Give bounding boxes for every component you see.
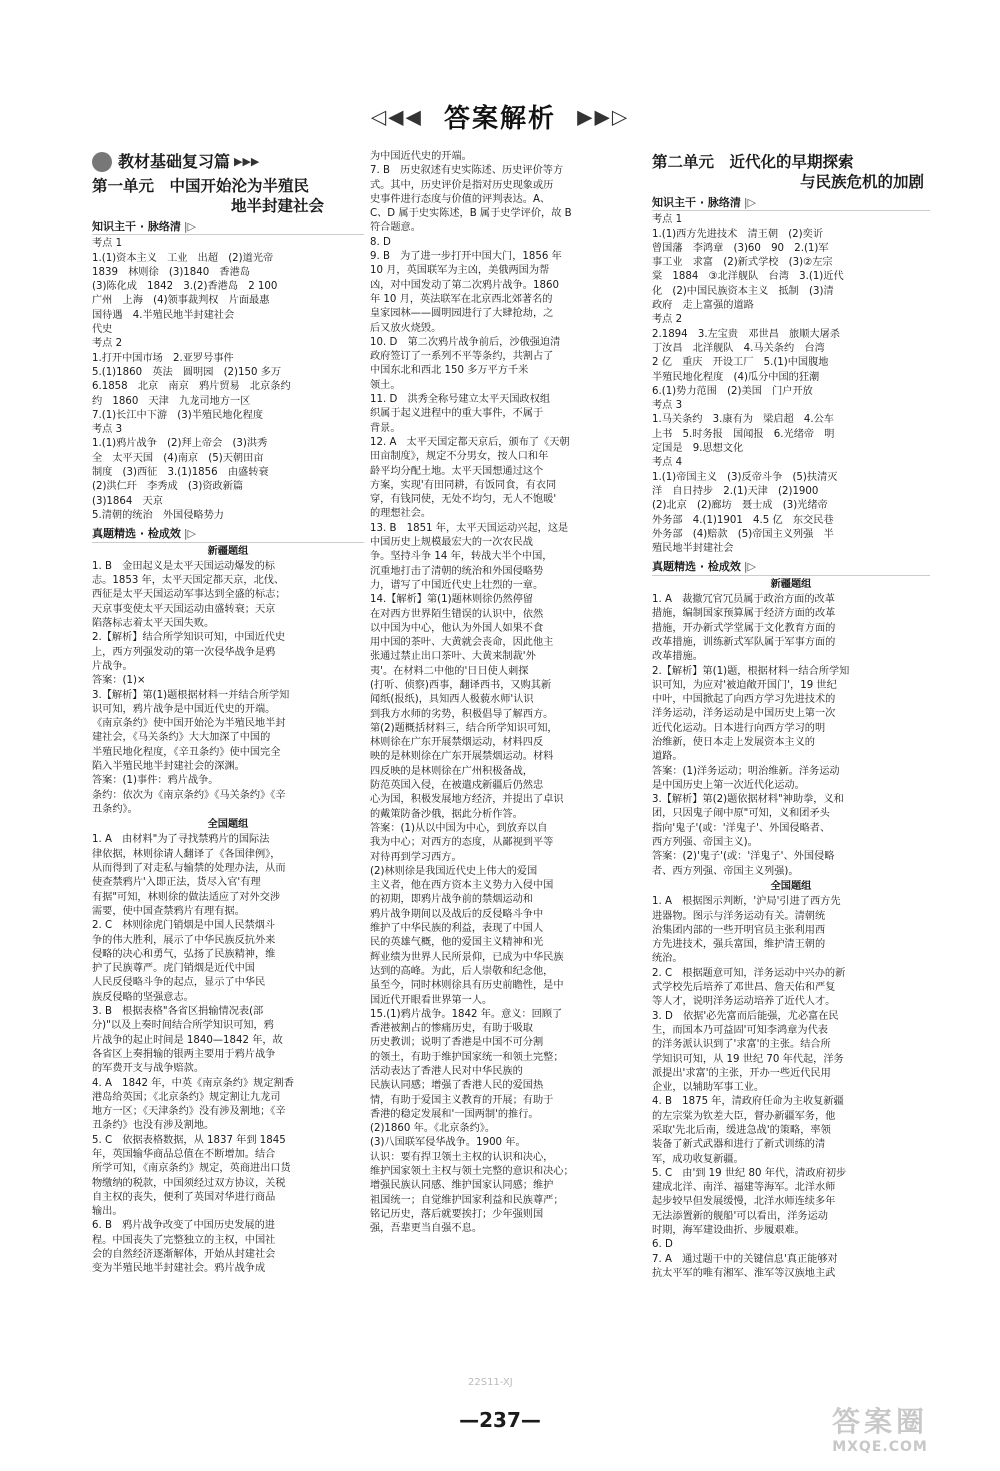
text-line: 5. C 由'到 19 世纪 80 年代，清政府初步 bbox=[652, 1167, 847, 1179]
unit-title-line-1: 第一单元 中国开始沦为半殖民 bbox=[92, 177, 310, 195]
text-line: 情，有助于爱国主义教育的开展；有助于 bbox=[370, 1094, 554, 1106]
text-line: 维护了中华民族的利益，表现了中国人 bbox=[370, 923, 544, 935]
text-line: 映的是林则徐在广东开展禁烟运动。材料 bbox=[370, 751, 554, 763]
subheading-exam: 真题精选 · 检成效 |▷ bbox=[92, 527, 364, 542]
page-header bbox=[0, 98, 1000, 135]
text-line: 侵略的决心和勇气，弘扬了民族精神，维 bbox=[92, 948, 276, 960]
text-line: 物缴纳的税款，中国须经过双方协议，关税 bbox=[92, 1177, 286, 1189]
text-block bbox=[652, 593, 930, 879]
text-line: 律依据，林则徐请人翻译了《各国律例》， bbox=[92, 848, 281, 860]
text-line: 14.【解析】第(1)题林则徐仍然停留 bbox=[370, 594, 534, 606]
text-line: 治集团内部的一些开明官员主张利用西 bbox=[652, 924, 826, 936]
text-line: 对待再到学习西方。 bbox=[370, 851, 462, 863]
text-line: 10 月，英国联军为主凶，美俄两国为帮 bbox=[370, 265, 550, 277]
text-line: 民族认同感；增强了香港人民的爱国热 bbox=[370, 1080, 544, 1092]
text-line: 铭记历史，落后就要挨打；少年强则国 bbox=[370, 1208, 544, 1220]
subheading-marker-icon: |▷ bbox=[743, 560, 757, 574]
unit-title bbox=[652, 152, 930, 192]
text-line: 15.(1)鸦片战争。1842 年。意义：回顾了 bbox=[370, 1008, 563, 1020]
text-line: 考点 1 bbox=[652, 214, 683, 226]
subheading-marker-icon: |▷ bbox=[743, 196, 757, 209]
text-line: 使查禁鸦片'入即正法，货尽入官'有理 bbox=[92, 877, 261, 889]
text-line: 需要，使中国查禁鸦片有理有据。 bbox=[92, 905, 245, 917]
text-line: 分)"以及上奏时间结合所学知识可知，鸦 bbox=[92, 1020, 274, 1032]
text-line: 半殖民地化程度，《辛丑条约》使中国完全 bbox=[92, 746, 281, 758]
text-line: 7.(1)长江中下游 (3)半殖民地化程度 bbox=[92, 409, 264, 421]
text-line: 从而得到了对走私与输禁的处理办法，从而 bbox=[92, 863, 286, 875]
text-line: 事工业 求富 (2)新式学校 (3)②左宗 bbox=[652, 257, 833, 269]
text-line: 者、西方列强、帝国主义列强)。 bbox=[652, 865, 799, 877]
text-line: 方先进技术，强兵富国，维护清王朝的 bbox=[652, 939, 826, 951]
watermark-logo bbox=[820, 1405, 940, 1461]
text-line: 方案，实现'有田同耕，有饭同食，有衣同 bbox=[370, 479, 557, 491]
text-line: 措施，编制国家预算属于经济方面的改革 bbox=[652, 608, 836, 620]
text-line: 丑条约》。 bbox=[92, 803, 138, 815]
text-line: 龄平均分配土地。太平天国想通过这个 bbox=[370, 465, 544, 477]
text-line: 改革措施，训练新式军队属于军事方面的 bbox=[652, 636, 836, 648]
text-line: 上书 5.时务报 国闻报 6.光绪帝 明 bbox=[652, 428, 835, 440]
text-line: 1.(1)帝国主义 (3)反帝斗争 (5)扶清灭 bbox=[652, 471, 838, 483]
text-line: 2 亿 重庆 开设工厂 5.(1)中国腹地 bbox=[652, 357, 829, 369]
text-line: 1.(1)西方先进技术 清王朝 (2)奕䜣 bbox=[652, 228, 824, 240]
text-line: 军，成功收复新疆。 bbox=[652, 1153, 744, 1165]
text-line: 我为中心；对西方的态度，从鄙视到平等 bbox=[370, 837, 554, 849]
text-line: 上，西方列强发动的第一次侵华战争是鸦 bbox=[92, 646, 276, 658]
text-line: 统治。 bbox=[652, 953, 683, 965]
text-line: 防范英国入侵，在被遣戍新疆后仍然忠 bbox=[370, 780, 544, 792]
text-line: 志。1853 年，太平天国定都天京，北伐、 bbox=[92, 575, 285, 587]
group-heading: 新疆题组 bbox=[207, 545, 249, 557]
text-line: 国待遇 4.半殖民地半封建社会 bbox=[92, 309, 235, 321]
text-line: 企业，以辅助军事工业。 bbox=[652, 1082, 765, 1094]
text-line: 12. A 太平天国定都天京后，颁布了《天朝 bbox=[370, 436, 570, 448]
section-banner-title: 教材基础复习篇 bbox=[118, 151, 231, 171]
text-line: 西方列强、帝国主义)。 bbox=[652, 837, 758, 849]
text-line: 指向'鬼子'(或：'洋鬼子'、外国侵略者、 bbox=[652, 822, 831, 834]
text-line: 4. B 1875 年，清政府任命为主收复新疆 bbox=[652, 1096, 844, 1108]
text-line: 中国东北和西北 150 多万平方千米 bbox=[370, 365, 529, 377]
text-line: 张通过禁止出口茶叶、大黄来制裁'外 bbox=[370, 651, 536, 663]
text-line: 护了民族尊严。虎门销烟是近代中国 bbox=[92, 963, 255, 975]
text-block bbox=[652, 213, 930, 556]
column-right bbox=[652, 150, 930, 1281]
text-line: 4. A 1842 年，中英《南京条约》规定割香 bbox=[92, 1077, 294, 1089]
text-line: 2.1894 3.左宝贵 邓世昌 旅顺大屠杀 bbox=[652, 328, 840, 340]
text-line: 符合题意。 bbox=[370, 222, 421, 234]
text-line: 6. D bbox=[652, 1239, 673, 1251]
text-line: 装备了新式武器和进行了新式训练的清 bbox=[652, 1139, 826, 1151]
text-line: 殖民地半封建社会 bbox=[652, 543, 734, 555]
text-line: 外务部 4.(1)1901 4.5 亿 东交民巷 bbox=[652, 514, 834, 526]
text-line: 5.清朝的统治 外国侵略势力 bbox=[92, 509, 224, 521]
text-line: 派提出'求富'的主张，开办一些近代民用 bbox=[652, 1067, 831, 1079]
text-line: 的初期，即鸦片战争前的禁烟运动和 bbox=[370, 894, 533, 906]
triple-arrow-icon: ▶▶▶ bbox=[234, 154, 260, 168]
text-line: (2)北京 (2)廊坊 聂士成 (3)光绪帝 bbox=[652, 500, 828, 512]
text-line: 建成北洋、南洋、福建等海军。北洋水师 bbox=[652, 1182, 836, 1194]
text-line: 《南京条约》使中国开始沦为半殖民地半封 bbox=[92, 718, 286, 730]
unit-title-line-2: 与民族危机的加剧 bbox=[799, 173, 924, 191]
text-line: 地方一区；《天津条约》没有涉及割地；《辛 bbox=[92, 1106, 286, 1118]
page-number: —237— bbox=[459, 1408, 541, 1432]
text-line: 起步较早但发展缓慢，北洋水师连续多年 bbox=[652, 1196, 836, 1208]
footer-code: 22S11-XJ bbox=[468, 1377, 513, 1388]
text-line: 丁汝昌 北洋舰队 4.马关条约 台湾 bbox=[652, 342, 825, 354]
text-line: 用中国的茶叶、大黄就会丧命，因此他主 bbox=[370, 637, 554, 649]
text-line: 年，英国输华商品总值在不断增加。结合 bbox=[92, 1149, 276, 1160]
text-line: 到我方水师的劣势，积极倡导了解西方。 bbox=[370, 708, 554, 720]
text-block bbox=[92, 833, 364, 1276]
text-line: (3)1864 天京 bbox=[92, 495, 163, 507]
text-line: 洋务运动，洋务运动是中国历史上第一次 bbox=[652, 708, 836, 720]
page-title: 答案解析 bbox=[443, 104, 556, 134]
text-line: 答案：(1)从以中国为中心，到放弃以自 bbox=[370, 822, 548, 834]
text-line: 式学校先后培养了邓世昌、詹天佑和严复 bbox=[652, 982, 836, 994]
text-line: 陷入半殖民地半封建社会的深渊。 bbox=[92, 760, 245, 772]
text-line: 争的伟大胜利，展示了中华民族反抗外来 bbox=[92, 934, 276, 946]
text-line: 7. A 通过题干中的关键信息'真正能够对 bbox=[652, 1253, 838, 1265]
column-middle bbox=[370, 150, 642, 1237]
text-line: 11. D 洪秀全称号建立太平天国政权组 bbox=[370, 394, 551, 406]
section-banner bbox=[92, 152, 364, 172]
text-line: 7. B 历史叙述有史实陈述、历史评价等方 bbox=[370, 165, 564, 177]
text-line: 2.【解析】第(1)题，根据材料一结合所学知 bbox=[652, 665, 850, 677]
text-block bbox=[92, 560, 364, 817]
text-line: 广州 上海 (4)领事裁判权 片面最惠 bbox=[92, 295, 270, 307]
text-line: 香港的稳定发展和'一国两制'的推行。 bbox=[370, 1108, 539, 1120]
text-line: 无法添置新的舰船'可以看出，洋务运动 bbox=[652, 1210, 828, 1222]
text-line: (2)洪仁玕 李秀成 (3)资政新篇 bbox=[92, 481, 244, 493]
text-line: 1. A 根据图示判断，'沪局'引进了西方先 bbox=[652, 896, 841, 908]
subheading-knowledge: 知识主干 · 脉络清 |▷ bbox=[652, 196, 930, 211]
text-line: 1.马关条约 3.康有为 梁启超 4.公车 bbox=[652, 414, 834, 426]
text-line: 程。中国丧失了完整独立的主权，中国社 bbox=[92, 1234, 276, 1246]
text-line: 的理想社会。 bbox=[370, 508, 432, 520]
text-line: 建社会，《马关条约》大大加深了中国的 bbox=[92, 732, 271, 744]
text-line: 代史 bbox=[92, 324, 113, 336]
text-line: 考点 1 bbox=[92, 238, 123, 250]
unit-title-line-2: 地半封建社会 bbox=[230, 197, 324, 215]
text-block bbox=[92, 237, 364, 523]
text-line: 闻纸(报纸)，具知西人极藐水师'认识 bbox=[370, 694, 534, 706]
text-line: 鸦片战争期间以及战后的反侵略斗争中 bbox=[370, 908, 544, 920]
text-line: 的左宗棠为钦差大臣，督办新疆军务，他 bbox=[652, 1110, 836, 1122]
text-line: 近代化运动。日本进行向西方学习的明 bbox=[652, 722, 826, 734]
text-line: 以中国为中心，他认为外国人如果不食 bbox=[370, 622, 544, 634]
text-line: 考点 4 bbox=[652, 457, 683, 469]
text-line: 中叶，中国掀起了向西方学习先进技术的 bbox=[652, 694, 836, 706]
subheading-marker-icon: |▷ bbox=[183, 527, 197, 541]
text-line: 所学可知，《南京条约》规定，英商进出口货 bbox=[92, 1163, 291, 1175]
text-line: 自主权的丧失，便利了英国对华进行商品 bbox=[92, 1191, 276, 1203]
text-line: 国近代开眼看世界第一人。 bbox=[370, 994, 493, 1006]
text-line: 化 (2)中国民族资本主义 抵制 (3)清 bbox=[652, 285, 834, 297]
text-line: 改革措施。 bbox=[652, 651, 703, 663]
text-line: 片战争的起止时间是 1840—1842 年，故 bbox=[92, 1034, 283, 1046]
text-line: 为中国近代史的开端。 bbox=[370, 151, 472, 162]
text-line: 6. B 鸦片战争改变了中国历史发展的进 bbox=[92, 1220, 275, 1232]
right-arrows-icon: ▶▶▷ bbox=[577, 104, 630, 129]
text-line: 后又放火烧毁。 bbox=[370, 322, 442, 334]
text-line: (3)八国联军侵华战争。1900 年。 bbox=[370, 1137, 526, 1149]
text-line: 治维新，使日本走上发展资本主义的 bbox=[652, 736, 815, 748]
text-line: 林则徐在广东开展禁烟运动，材料四反 bbox=[370, 737, 544, 749]
text-line: 9. B 为了进一步打开中国大门，1856 年 bbox=[370, 251, 562, 263]
text-line: 3. D 依据'必先富而后能强，尤必富在民 bbox=[652, 1010, 839, 1022]
text-line: 1839 林则徐 (3)1840 香港岛 bbox=[92, 266, 250, 278]
text-line: 制度 (3)西征 3.(1)1856 由盛转衰 bbox=[92, 467, 269, 479]
text-block bbox=[652, 895, 930, 1281]
text-line: 四反映的是林则徐在广州积极备战， bbox=[370, 765, 533, 777]
text-line: 夷'。在材料二中他的'日日使人刺探 bbox=[370, 665, 529, 677]
text-line: 力，谱写了中国近代史上壮烈的一章。 bbox=[370, 579, 544, 591]
text-line: 外务部 (4)赔款 (5)帝国主义列强 半 bbox=[652, 528, 834, 540]
watermark-url: MXQE.COM bbox=[832, 1439, 928, 1455]
text-line: (2)1860 年。《北京条约》。 bbox=[370, 1123, 496, 1135]
text-line: 祖国统一；自觉维护国家利益和民族尊严； bbox=[370, 1194, 564, 1206]
text-line: 历史教训；说明了香港是中国不可分割 bbox=[370, 1037, 544, 1049]
text-line: 输出。 bbox=[92, 1206, 123, 1218]
text-line: 的领土，有助于维护国家统一和领土完整； bbox=[370, 1051, 564, 1063]
text-line: 半殖民地化程度 (4)瓜分中国的狂潮 bbox=[652, 371, 820, 383]
text-line: 识可知，为应对'被迫敞开国门'，19 世纪 bbox=[652, 679, 837, 691]
text-line: 凶，对中国发动了第二次鸦片战争。1860 bbox=[370, 279, 559, 291]
subheading-exam: 真题精选 · 检成效 |▷ bbox=[652, 560, 930, 575]
text-line: 时期，海军建设曲折、步履艰难。 bbox=[652, 1225, 805, 1237]
text-line: 3. B 根据表格"各省区捐输情况表(部 bbox=[92, 1006, 264, 1018]
text-line: 考点 3 bbox=[652, 400, 683, 412]
text-line: 1.(1)鸦片战争 (2)拜上帝会 (3)洪秀 bbox=[92, 438, 268, 450]
text-line: 活动表达了香港人民对中华民族的 bbox=[370, 1066, 523, 1077]
text-line: 史事件进行态度与价值的评判表达。A、 bbox=[370, 193, 551, 205]
text-line: 2.【解析】结合所学知识可知，中国近代史 bbox=[92, 632, 286, 644]
watermark-text: 答案圈 bbox=[831, 1405, 928, 1438]
text-line: 团，只因鬼子闹中原"可知，义和团矛头 bbox=[652, 808, 830, 820]
text-line: 2. C 根据题意可知，洋务运动中兴办的新 bbox=[652, 967, 846, 979]
text-line: 第(2)题概括材料三，结合所学知识可知， bbox=[370, 722, 558, 734]
text-line: 织属于起义进程中的重大事件，不属于 bbox=[370, 408, 544, 420]
text-line: 8. D bbox=[370, 236, 391, 248]
text-line: 约 1860 天津 九龙司地方一区 bbox=[92, 395, 251, 407]
text-line: 领土。 bbox=[370, 379, 401, 391]
book-icon bbox=[92, 152, 112, 172]
text-line: (2)林则徐是我国近代史上伟大的爱国 bbox=[370, 865, 538, 877]
text-line: 香港被割占的惨痛历史，有助于吸取 bbox=[370, 1023, 533, 1035]
text-line: 曾国藩 李鸿章 (3)60 90 2.(1)军 bbox=[652, 242, 829, 254]
text-line: 措施，开办新式学堂属于文化教育方面的 bbox=[652, 622, 836, 634]
text-line: 强，吾辈更当自强不息。 bbox=[370, 1223, 483, 1235]
text-line: 考点 2 bbox=[652, 314, 683, 326]
text-line: 等人才，说明洋务运动培养了近代人才。 bbox=[652, 996, 836, 1008]
group-heading: 新疆题组 bbox=[770, 578, 812, 590]
group-heading: 全国题组 bbox=[770, 880, 812, 892]
text-line: 认识：要有捍卫领土主权的认识和决心， bbox=[370, 1151, 554, 1163]
text-line: 1.打开中国市场 2.亚罗号事件 bbox=[92, 352, 234, 364]
text-line: 学知识可知，从 19 世纪 70 年代起，洋务 bbox=[652, 1053, 844, 1065]
text-line: C、D 属于史实陈述，B 属于史学评价，故 B bbox=[370, 208, 572, 220]
text-line: 人民反侵略斗争的起点，显示了中华民 bbox=[92, 977, 266, 989]
text-line: 3.【解析】第(2)题依据材料"神助拳，义和 bbox=[652, 794, 844, 806]
text-line: 全 太平天国 (4)南京 (5)天朝田亩 bbox=[92, 452, 264, 464]
text-line: 6.1858 北京 南京 鸦片贸易 北京条约 bbox=[92, 381, 291, 393]
text-line: 维护国家领土主权与领土完整的意识和决心； bbox=[370, 1166, 574, 1178]
text-line: 2. C 林则徐虎门销烟是中国人民禁烟斗 bbox=[92, 920, 276, 932]
text-line: 1. B 金田起义是太平天国运动爆发的标 bbox=[92, 560, 275, 572]
text-line: 中国历史上规模最宏大的一次农民战 bbox=[370, 537, 533, 549]
text-line: 的军费开支与战争赔款。 bbox=[92, 1063, 205, 1075]
subheading-knowledge: 知识主干 · 脉络清 |▷ bbox=[92, 220, 364, 235]
text-line: 进器物。图示与洋务运动有关。清朝统 bbox=[652, 910, 826, 922]
text-line: (打听、侦察)西事，翻译西书，又购其新 bbox=[370, 679, 552, 691]
text-line: 主义者，他在西方资本主义势力入侵中国 bbox=[370, 880, 554, 892]
text-line: 丑条约》也没有涉及割地。 bbox=[92, 1120, 215, 1132]
text-line: 生，而国本乃可益固'可知李鸿章为代表 bbox=[652, 1024, 828, 1036]
text-line: 心为国，积极发展地方经济，并提出了卓识 bbox=[370, 794, 564, 806]
text-line: 片战争。 bbox=[92, 660, 133, 672]
text-line: 陷落标志着太平天国失败。 bbox=[92, 618, 215, 630]
text-line: 达到的高峰。为此，后人崇敬和纪念他， bbox=[370, 965, 554, 977]
text-line: 13. B 1851 年，太平天国运动兴起，这是 bbox=[370, 522, 569, 534]
text-line: 政府 走上富强的道路 bbox=[652, 300, 754, 312]
text-line: 答案：(1)× bbox=[92, 675, 146, 687]
left-arrows-icon: ◁◀◀ bbox=[370, 104, 423, 129]
text-line: 5. C 依据表格数据，从 1837 年到 1845 bbox=[92, 1134, 286, 1146]
text-line: 的洋务派认识到了'求富'的主张。结合所 bbox=[652, 1039, 831, 1051]
text-line: 沉重地打击了清朝的统治和外国侵略势 bbox=[370, 565, 544, 577]
text-line: (3)陈化成 1842 3.(2)香港岛 2 100 bbox=[92, 281, 278, 293]
text-line: 1. A 裁撤冗官冗员属于政治方面的改革 bbox=[652, 594, 835, 606]
text-line: 3.【解析】第(1)题根据材料一并结合所学知 bbox=[92, 689, 290, 701]
text-line: 各省区上奏捐输的银两主要用于鸦片战争 bbox=[92, 1048, 276, 1060]
text-line: 定国是 9.思想文化 bbox=[652, 443, 744, 455]
text-line: 考点 2 bbox=[92, 338, 123, 350]
text-line: 港岛给英国；《北京条约》规定割让九龙司 bbox=[92, 1091, 281, 1103]
text-line: 年 10 月，英法联军在北京西北郊著名的 bbox=[370, 293, 553, 305]
text-line: 抗太平军的唯有湘军、淮军等汉族地主武 bbox=[652, 1267, 836, 1279]
text-line: 采取'先北后南，缓进急战'的策略，率领 bbox=[652, 1125, 831, 1136]
text-line: 6.(1)势力范围 (2)美国 门户开放 bbox=[652, 385, 813, 397]
text-line: 答案：(2)'鬼子'(或：'洋鬼子'、外国侵略 bbox=[652, 851, 835, 863]
text-line: 棠 1884 ③北洋舰队 台湾 3.(1)近代 bbox=[652, 271, 844, 283]
text-line: 皇家园林——圆明园进行了大肆抢劫，之 bbox=[370, 308, 554, 320]
text-line: 天京事变使太平天国运动由盛转衰；天京 bbox=[92, 603, 276, 615]
text-line: 5.(1)1860 英法 圆明园 (2)150 多万 bbox=[92, 366, 282, 378]
unit-title bbox=[92, 176, 364, 216]
unit-title-line-1: 第二单元 近代化的早期探索 bbox=[652, 153, 854, 171]
text-line: 式。其中，历史评价是指对历史现象或历 bbox=[370, 179, 554, 191]
text-line: 道路。 bbox=[652, 751, 683, 763]
text-line: 1.(1)资本主义 工业 出超 (2)道光帝 bbox=[92, 252, 274, 264]
text-line: 辉业绩为世界人民所景仰，已成为中华民族 bbox=[370, 951, 564, 963]
text-line: 10. D 第二次鸦片战争前后，沙俄强迫清 bbox=[370, 336, 561, 348]
text-line: 西征是太平天国运动军事达到全盛的标志； bbox=[92, 589, 286, 601]
text-line: 在对西方世界陌生错误的认识中，依然 bbox=[370, 608, 544, 620]
text-line: 变为半殖民地半封建社会。鸦片战争成 bbox=[92, 1263, 266, 1275]
text-line: 考点 3 bbox=[92, 424, 123, 436]
text-line: 族反侵略的坚强意志。 bbox=[92, 991, 194, 1003]
text-line: 争。坚持斗争 14 年，转战大半个中国， bbox=[370, 551, 553, 563]
text-line: 田亩制度》，规定不分男女，按人口和年 bbox=[370, 451, 549, 463]
text-line: 答案：(1)事件：鸦片战争。 bbox=[92, 775, 219, 787]
column-left bbox=[92, 150, 364, 1277]
group-heading: 全国题组 bbox=[207, 819, 249, 831]
text-line: 条约：依次为《南京条约》《马关条约》《辛 bbox=[92, 789, 286, 801]
text-block bbox=[370, 150, 642, 1237]
text-line: 政府签订了一系列不平等条约，共割占了 bbox=[370, 351, 554, 363]
text-line: 是中国历史上第一次近代化运动。 bbox=[652, 779, 805, 791]
subheading-marker-icon: |▷ bbox=[183, 220, 197, 233]
text-line: 答案：(1)洋务运动；明治维新。洋务运动 bbox=[652, 765, 840, 777]
text-line: 增强民族认同感、维护国家认同感；维护 bbox=[370, 1180, 554, 1192]
text-line: 背景。 bbox=[370, 422, 401, 434]
text-line: 有据"可知，林则徐的做法适应了对外交涉 bbox=[92, 891, 281, 903]
text-line: 穿，有钱同使，无处不均匀，无人不饱暖' bbox=[370, 494, 557, 506]
text-line: 洋 自日持步 2.(1)天津 (2)1900 bbox=[652, 485, 819, 497]
text-line: 识可知，鸦片战争是中国近代史的开端。 bbox=[92, 703, 276, 715]
text-line: 1. A 由材料"为了寻找禁鸦片的国际法 bbox=[92, 834, 270, 846]
text-line: 会的自然经济逐渐解体，开始从封建社会 bbox=[92, 1249, 276, 1261]
text-line: 民的英雄气概，他的爱国主义精神和光 bbox=[370, 937, 544, 949]
text-line: 虽至今，同时林则徐具有历史前瞻性，是中 bbox=[370, 980, 564, 992]
text-line: 的戴策防备沙俄，据此分析作答。 bbox=[370, 808, 523, 820]
